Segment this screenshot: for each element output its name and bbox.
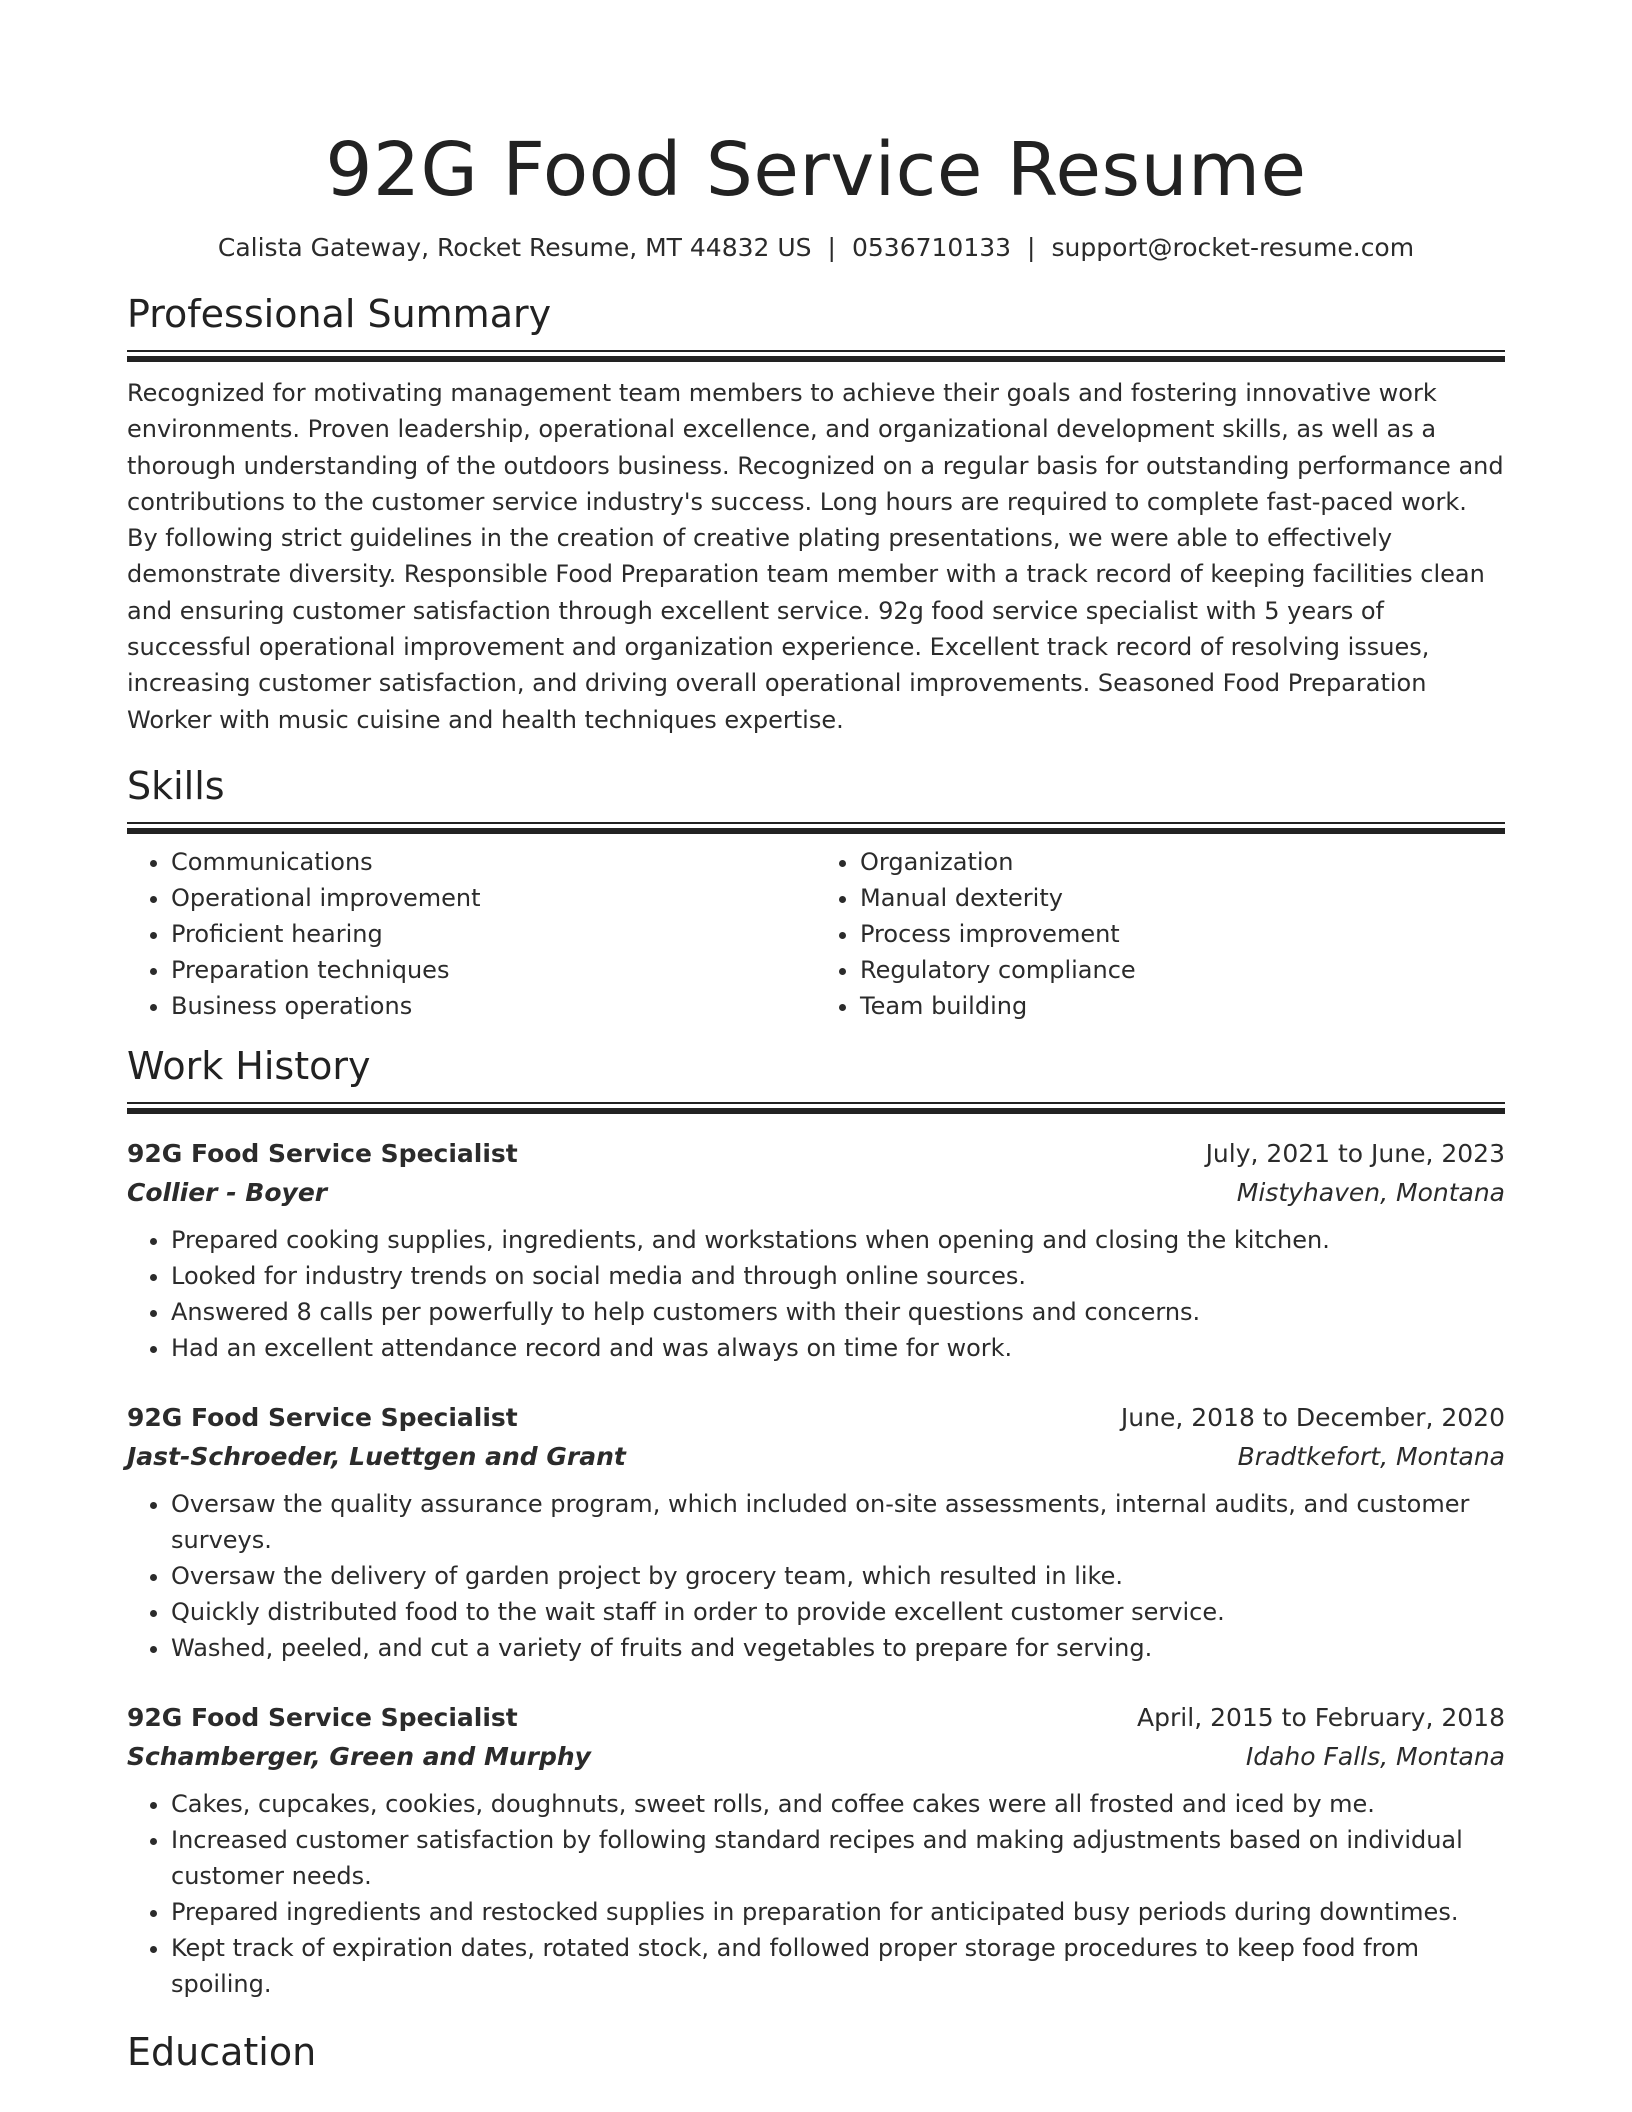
job-bullets (127, 1786, 1505, 2002)
job-bullet: • Prepared cooking supplies, ingredients, and workstations when opening and closing the kitchen. (171, 1222, 1505, 1258)
job-title: 92G Food Service Specialist (127, 1702, 518, 1732)
job-dates: April, 2015 to February, 2018 (1137, 1702, 1505, 1732)
job-location: Bradtkefort, Montana (1237, 1441, 1505, 1471)
job-bullet: • Answered 8 calls per powerfully to help customers with their questions and concerns. (171, 1294, 1505, 1330)
job-bullet: • Increased customer satisfaction by following standard recipes and making adjustments based on individual customer needs. (171, 1822, 1505, 1894)
job-title: 92G Food Service Specialist (127, 1402, 518, 1432)
skill-item: • Preparation techniques (171, 952, 816, 988)
skills-column-left (127, 844, 816, 1024)
skill-item: • Operational improvement (171, 880, 816, 916)
skill-item: • Regulatory compliance (860, 952, 1505, 988)
job-dates: June, 2018 to December, 2020 (1120, 1402, 1505, 1432)
section-heading-work-history: Work History (127, 1043, 371, 1088)
job-company: Jast-Schroeder, Luettgen and Grant (127, 1441, 626, 1471)
job-bullet: • Had an excellent attendance record and was always on time for work. (171, 1330, 1505, 1366)
contact-address: Calista Gateway, Rocket Resume, MT 44832 US (217, 233, 812, 262)
skill-item: • Proficient hearing (171, 916, 816, 952)
skills-column-right (816, 844, 1505, 1024)
section-heading-education: Education (127, 2029, 317, 2074)
job-header (127, 1398, 1505, 1437)
contact-separator: | (1027, 233, 1036, 262)
job-bullet: • Oversaw the delivery of garden project by grocery team, which resulted in like. (171, 1558, 1505, 1594)
job-header (127, 1134, 1505, 1173)
job-bullet: • Cakes, cupcakes, cookies, doughnuts, sweet rolls, and coffee cakes were all frosted and iced by me. (171, 1786, 1505, 1822)
skill-item: • Communications (171, 844, 816, 880)
job-entry (127, 1398, 1505, 1666)
job-entry (127, 1134, 1505, 1366)
skills-list (127, 844, 1505, 1024)
section-heading-summary: Professional Summary (127, 292, 552, 336)
job-bullets (127, 1222, 1505, 1366)
job-company: Schamberger, Green and Murphy (127, 1741, 591, 1771)
job-location: Mistyhaven, Montana (1236, 1177, 1505, 1207)
job-subheader (127, 1437, 1505, 1476)
job-location: Idaho Falls, Montana (1245, 1741, 1505, 1771)
job-bullets (127, 1486, 1505, 1666)
contact-separator: | (827, 233, 836, 262)
job-bullet: • Washed, peeled, and cut a variety of fruits and vegetables to prepare for serving. (171, 1630, 1505, 1666)
job-entry (127, 1698, 1505, 2002)
skill-item: • Organization (860, 844, 1505, 880)
job-dates: July, 2021 to June, 2023 (1205, 1138, 1505, 1168)
job-header (127, 1698, 1505, 1737)
resume-title: 92G Food Service Resume (325, 127, 1307, 213)
section-divider (127, 822, 1505, 834)
skill-item: • Team building (860, 988, 1505, 1024)
summary-text: Recognized for motivating management team members to achieve their goals and fostering innovative work environments. Proven leadership, operational excellence, and organizational development skills, as well as a thorough understanding of the outdoors business. Recognized on a regular basis for outstanding performance and contributions to the customer service industry's success. Long hours are required to complete fast-paced work. By following strict guidelines in the creation of creative plating presentations, we were able to effectively demonstrate diversity. Responsible Food Preparation team member with a track record of keeping facilities clean and ensuring customer satisfaction through excellent service. 92g food service specialist with 5 years of successful operational improvement and organization experience. Excellent track record of resolving issues, increasing customer satisfaction, and driving overall operational improvements. Seasoned Food Preparation Worker with music cuisine and health techniques expertise. (127, 379, 1504, 734)
job-subheader (127, 1737, 1505, 1776)
skill-item: • Business operations (171, 988, 816, 1024)
skill-item: • Process improvement (860, 916, 1505, 952)
job-bullet: • Quickly distributed food to the wait staff in order to provide excellent customer service. (171, 1594, 1505, 1630)
job-subheader (127, 1173, 1505, 1212)
section-divider (127, 350, 1505, 362)
job-title: 92G Food Service Specialist (127, 1138, 518, 1168)
job-bullet: • Oversaw the quality assurance program, which included on-site assessments, internal audits, and customer surveys. (171, 1486, 1505, 1558)
job-company: Collier - Boyer (127, 1177, 328, 1207)
skill-item: • Manual dexterity (860, 880, 1505, 916)
section-heading-skills: Skills (127, 763, 225, 808)
contact-email[interactable]: support@rocket-resume.com (1051, 233, 1415, 262)
section-divider (127, 1102, 1505, 1114)
job-bullet: • Prepared ingredients and restocked supplies in preparation for anticipated busy periods during downtimes. (171, 1894, 1505, 1930)
job-bullet: • Looked for industry trends on social media and through online sources. (171, 1258, 1505, 1294)
job-bullet: • Kept track of expiration dates, rotated stock, and followed proper storage procedures to keep food from spoiling. (171, 1930, 1505, 2002)
contact-phone: 0536710133 (851, 233, 1012, 262)
contact-line (127, 230, 1505, 266)
